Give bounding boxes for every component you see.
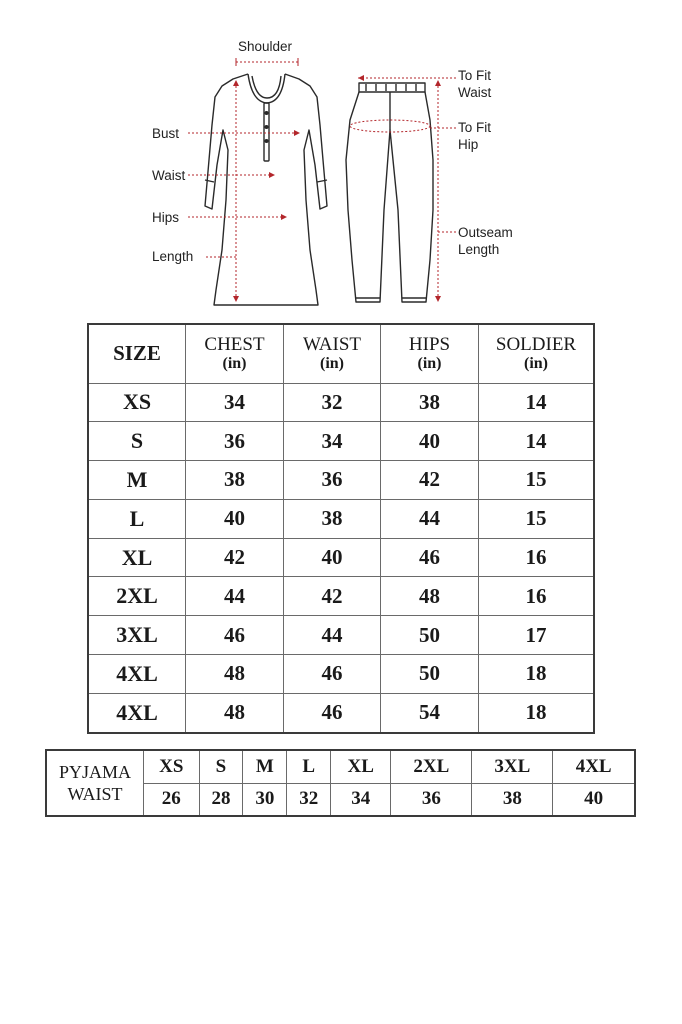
waist-cell: 32	[284, 383, 381, 422]
size-cell: 2XL	[88, 577, 186, 616]
soldier-cell: 15	[479, 499, 595, 538]
chest-cell: 48	[186, 693, 284, 733]
measurement-guides	[188, 58, 456, 300]
pyjama-waist-cell: 26	[144, 783, 200, 816]
fit-hip-label-line2: Hip	[458, 137, 479, 152]
table-row	[88, 538, 594, 577]
header-chest-label: CHEST	[204, 333, 265, 355]
pyjama-waist-cell: 38	[472, 783, 553, 816]
table-row	[88, 577, 594, 616]
pyjama-size-cell: 4XL	[553, 750, 635, 783]
waist-cell: 38	[284, 499, 381, 538]
pyjama-title-line1: PYJAMA	[58, 762, 132, 782]
header-size: SIZE	[88, 324, 186, 383]
pyjama-size-cell: L	[287, 750, 331, 783]
header-hips-unit: (in)	[417, 354, 442, 372]
chest-cell: 42	[186, 538, 284, 577]
outseam-label-line2: Length	[458, 242, 500, 257]
table-row	[88, 616, 594, 655]
size-cell: M	[88, 461, 186, 500]
table-row	[88, 655, 594, 694]
hips-cell: 54	[381, 693, 479, 733]
chest-cell: 46	[186, 616, 284, 655]
table-row	[88, 499, 594, 538]
pyjama-waist-title	[46, 750, 144, 816]
size-cell: 4XL	[88, 655, 186, 694]
soldier-cell: 16	[479, 538, 595, 577]
fit-waist-label-line2: Waist	[458, 85, 492, 100]
header-waist	[284, 324, 381, 383]
pyjama-waist-cell: 28	[199, 783, 243, 816]
pyjama-size-cell: M	[243, 750, 287, 783]
size-cell: 3XL	[88, 616, 186, 655]
waist-cell: 46	[284, 655, 381, 694]
hips-cell: 50	[381, 616, 479, 655]
pyjama-size-cell: XL	[331, 750, 391, 783]
pyjama-waist-cell: 30	[243, 783, 287, 816]
pyjama-waist-cell: 34	[331, 783, 391, 816]
chest-cell: 44	[186, 577, 284, 616]
header-soldier-unit: (in)	[524, 354, 548, 372]
size-cell: XL	[88, 538, 186, 577]
chest-cell: 40	[186, 499, 284, 538]
size-cell: 4XL	[88, 693, 186, 733]
fit-waist-label-line1: To Fit	[458, 68, 492, 83]
table-row	[88, 461, 594, 500]
table-row	[88, 422, 594, 461]
header-chest-unit: (in)	[222, 354, 247, 372]
chest-cell: 36	[186, 422, 284, 461]
table-row	[88, 693, 594, 733]
chest-cell: 34	[186, 383, 284, 422]
chest-cell: 38	[186, 461, 284, 500]
pyjama-waist-cell: 36	[391, 783, 472, 816]
waist-cell: 34	[284, 422, 381, 461]
header-waist-unit: (in)	[320, 354, 344, 372]
outseam-label-line1: Outseam	[458, 225, 513, 240]
pyjama-waist-cell: 40	[553, 783, 635, 816]
header-waist-label: WAIST	[302, 333, 362, 355]
pyjama-size-cell: XS	[144, 750, 200, 783]
waist-cell: 36	[284, 461, 381, 500]
waist-label: Waist	[152, 168, 186, 183]
header-chest	[186, 324, 284, 383]
soldier-cell: 17	[479, 616, 595, 655]
hips-cell: 44	[381, 499, 479, 538]
hips-cell: 50	[381, 655, 479, 694]
header-soldier	[479, 324, 595, 383]
bust-label: Bust	[152, 126, 180, 141]
pyjama-size-cell: S	[199, 750, 243, 783]
pyjama-size-cell: 3XL	[472, 750, 553, 783]
fit-hip-label-line1: To Fit	[458, 120, 492, 135]
hips-cell: 46	[381, 538, 479, 577]
hips-cell: 48	[381, 577, 479, 616]
hips-label: Hips	[152, 210, 180, 225]
hips-cell: 40	[381, 422, 479, 461]
pyjama-waist-cell: 32	[287, 783, 331, 816]
chest-cell: 48	[186, 655, 284, 694]
size-cell: L	[88, 499, 186, 538]
soldier-cell: 18	[479, 693, 595, 733]
pyjama-title-line2: WAIST	[67, 784, 123, 804]
pyjama-size-row	[46, 750, 635, 783]
pyjama-illustration	[346, 83, 433, 302]
hips-cell: 38	[381, 383, 479, 422]
size-cell: XS	[88, 383, 186, 422]
waist-cell: 40	[284, 538, 381, 577]
size-chart-header-row	[88, 324, 594, 383]
pyjama-waist-table	[45, 749, 636, 817]
soldier-cell: 16	[479, 577, 595, 616]
header-soldier-label: SOLDIER	[495, 333, 577, 355]
measurement-diagram	[0, 0, 682, 320]
header-hips	[381, 324, 479, 383]
waist-cell: 42	[284, 577, 381, 616]
soldier-cell: 18	[479, 655, 595, 694]
size-cell: S	[88, 422, 186, 461]
waist-cell: 46	[284, 693, 381, 733]
shoulder-label: Shoulder	[238, 39, 293, 54]
soldier-cell: 14	[479, 422, 595, 461]
header-hips-label: HIPS	[408, 333, 451, 355]
length-label: Length	[152, 249, 194, 264]
soldier-cell: 15	[479, 461, 595, 500]
soldier-cell: 14	[479, 383, 595, 422]
pyjama-size-cell: 2XL	[391, 750, 472, 783]
size-chart-table	[87, 323, 595, 734]
hips-cell: 42	[381, 461, 479, 500]
kurta-illustration	[205, 74, 327, 305]
table-row	[88, 383, 594, 422]
waist-cell: 44	[284, 616, 381, 655]
